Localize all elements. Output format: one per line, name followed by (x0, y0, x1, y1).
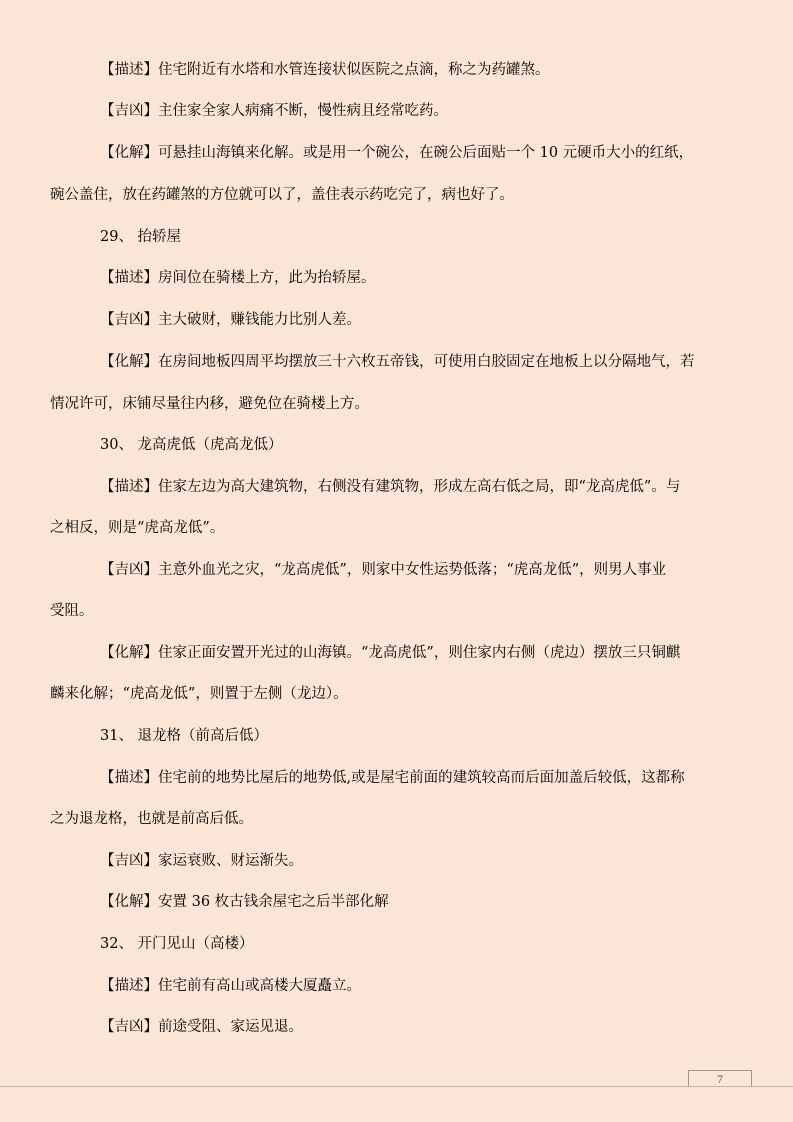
paragraph-line: 【描述】住宅前有高山或高楼大厦矗立。 (100, 978, 361, 994)
paragraph-line: 麟来化解；“虎高龙低”，则置于左侧（龙边）。 (50, 686, 348, 702)
paragraph-line: 【描述】住宅前的地势比屋后的地势低,或是屋宅前面的建筑较高而后面加盖后较低，这都称 (100, 770, 685, 786)
paragraph-line: 情况许可，床铺尽量往内移，避免位在骑楼上方。 (50, 396, 369, 412)
paragraph-line: 【化解】可悬挂山海镇来化解。或是用一个碗公，在碗公后面贴一个 10 元硬币大小的红纸， (100, 145, 694, 161)
paragraph-line: 【吉凶】前途受阻、家运见退。 (100, 1019, 303, 1035)
paragraph-line: 之相反，则是“虎高龙低”。 (50, 520, 225, 536)
footer-rule (0, 1086, 793, 1087)
paragraph-line: 【描述】房间位在骑楼上方，此为抬轿屋。 (100, 270, 376, 286)
paragraph-line: 【化解】安置 36 枚古钱余屋宅之后半部化解 (100, 894, 389, 910)
section-heading: 32、 开门见山（高楼） (100, 936, 254, 952)
paragraph-line: 【吉凶】主意外血光之灾，“龙高虎低”，则家中女性运势低落；“虎高龙低”，则男人事业 (100, 562, 667, 578)
page-number: 7 (688, 1070, 752, 1087)
paragraph-line: 【吉凶】主大破财，赚钱能力比别人差。 (100, 312, 361, 328)
paragraph-line: 【描述】住宅附近有水塔和水管连接状似医院之点滴，称之为药罐煞。 (100, 62, 550, 78)
paragraph-line: 【化解】在房间地板四周平均摆放三十六枚五帝钱，可使用白胶固定在地板上以分隔地气，若 (100, 354, 695, 370)
paragraph-line: 之为退龙格，也就是前高后低。 (50, 811, 253, 827)
paragraph-line: 【化解】住家正面安置开光过的山海镇。“龙高虎低”，则住家内右侧（虎边）摆放三只铜麒 (100, 645, 681, 661)
paragraph-line: 【吉凶】家运衰败、财运渐失。 (100, 853, 303, 869)
paragraph-line: 受阻。 (50, 603, 94, 619)
section-heading: 31、 退龙格（前高后低） (100, 728, 269, 744)
section-heading: 30、 龙高虎低（虎高龙低） (100, 437, 283, 453)
paragraph-line: 碗公盖住，放在药罐煞的方位就可以了，盖住表示药吃完了，病也好了。 (50, 187, 514, 203)
paragraph-line: 【描述】住家左边为高大建筑物，右侧没有建筑物，形成左高右低之局，即“龙高虎低”。与 (100, 479, 681, 495)
paragraph-line: 【吉凶】主住家全家人病痛不断，慢性病且经常吃药。 (100, 103, 448, 119)
section-heading: 29、 抬轿屋 (100, 229, 182, 245)
